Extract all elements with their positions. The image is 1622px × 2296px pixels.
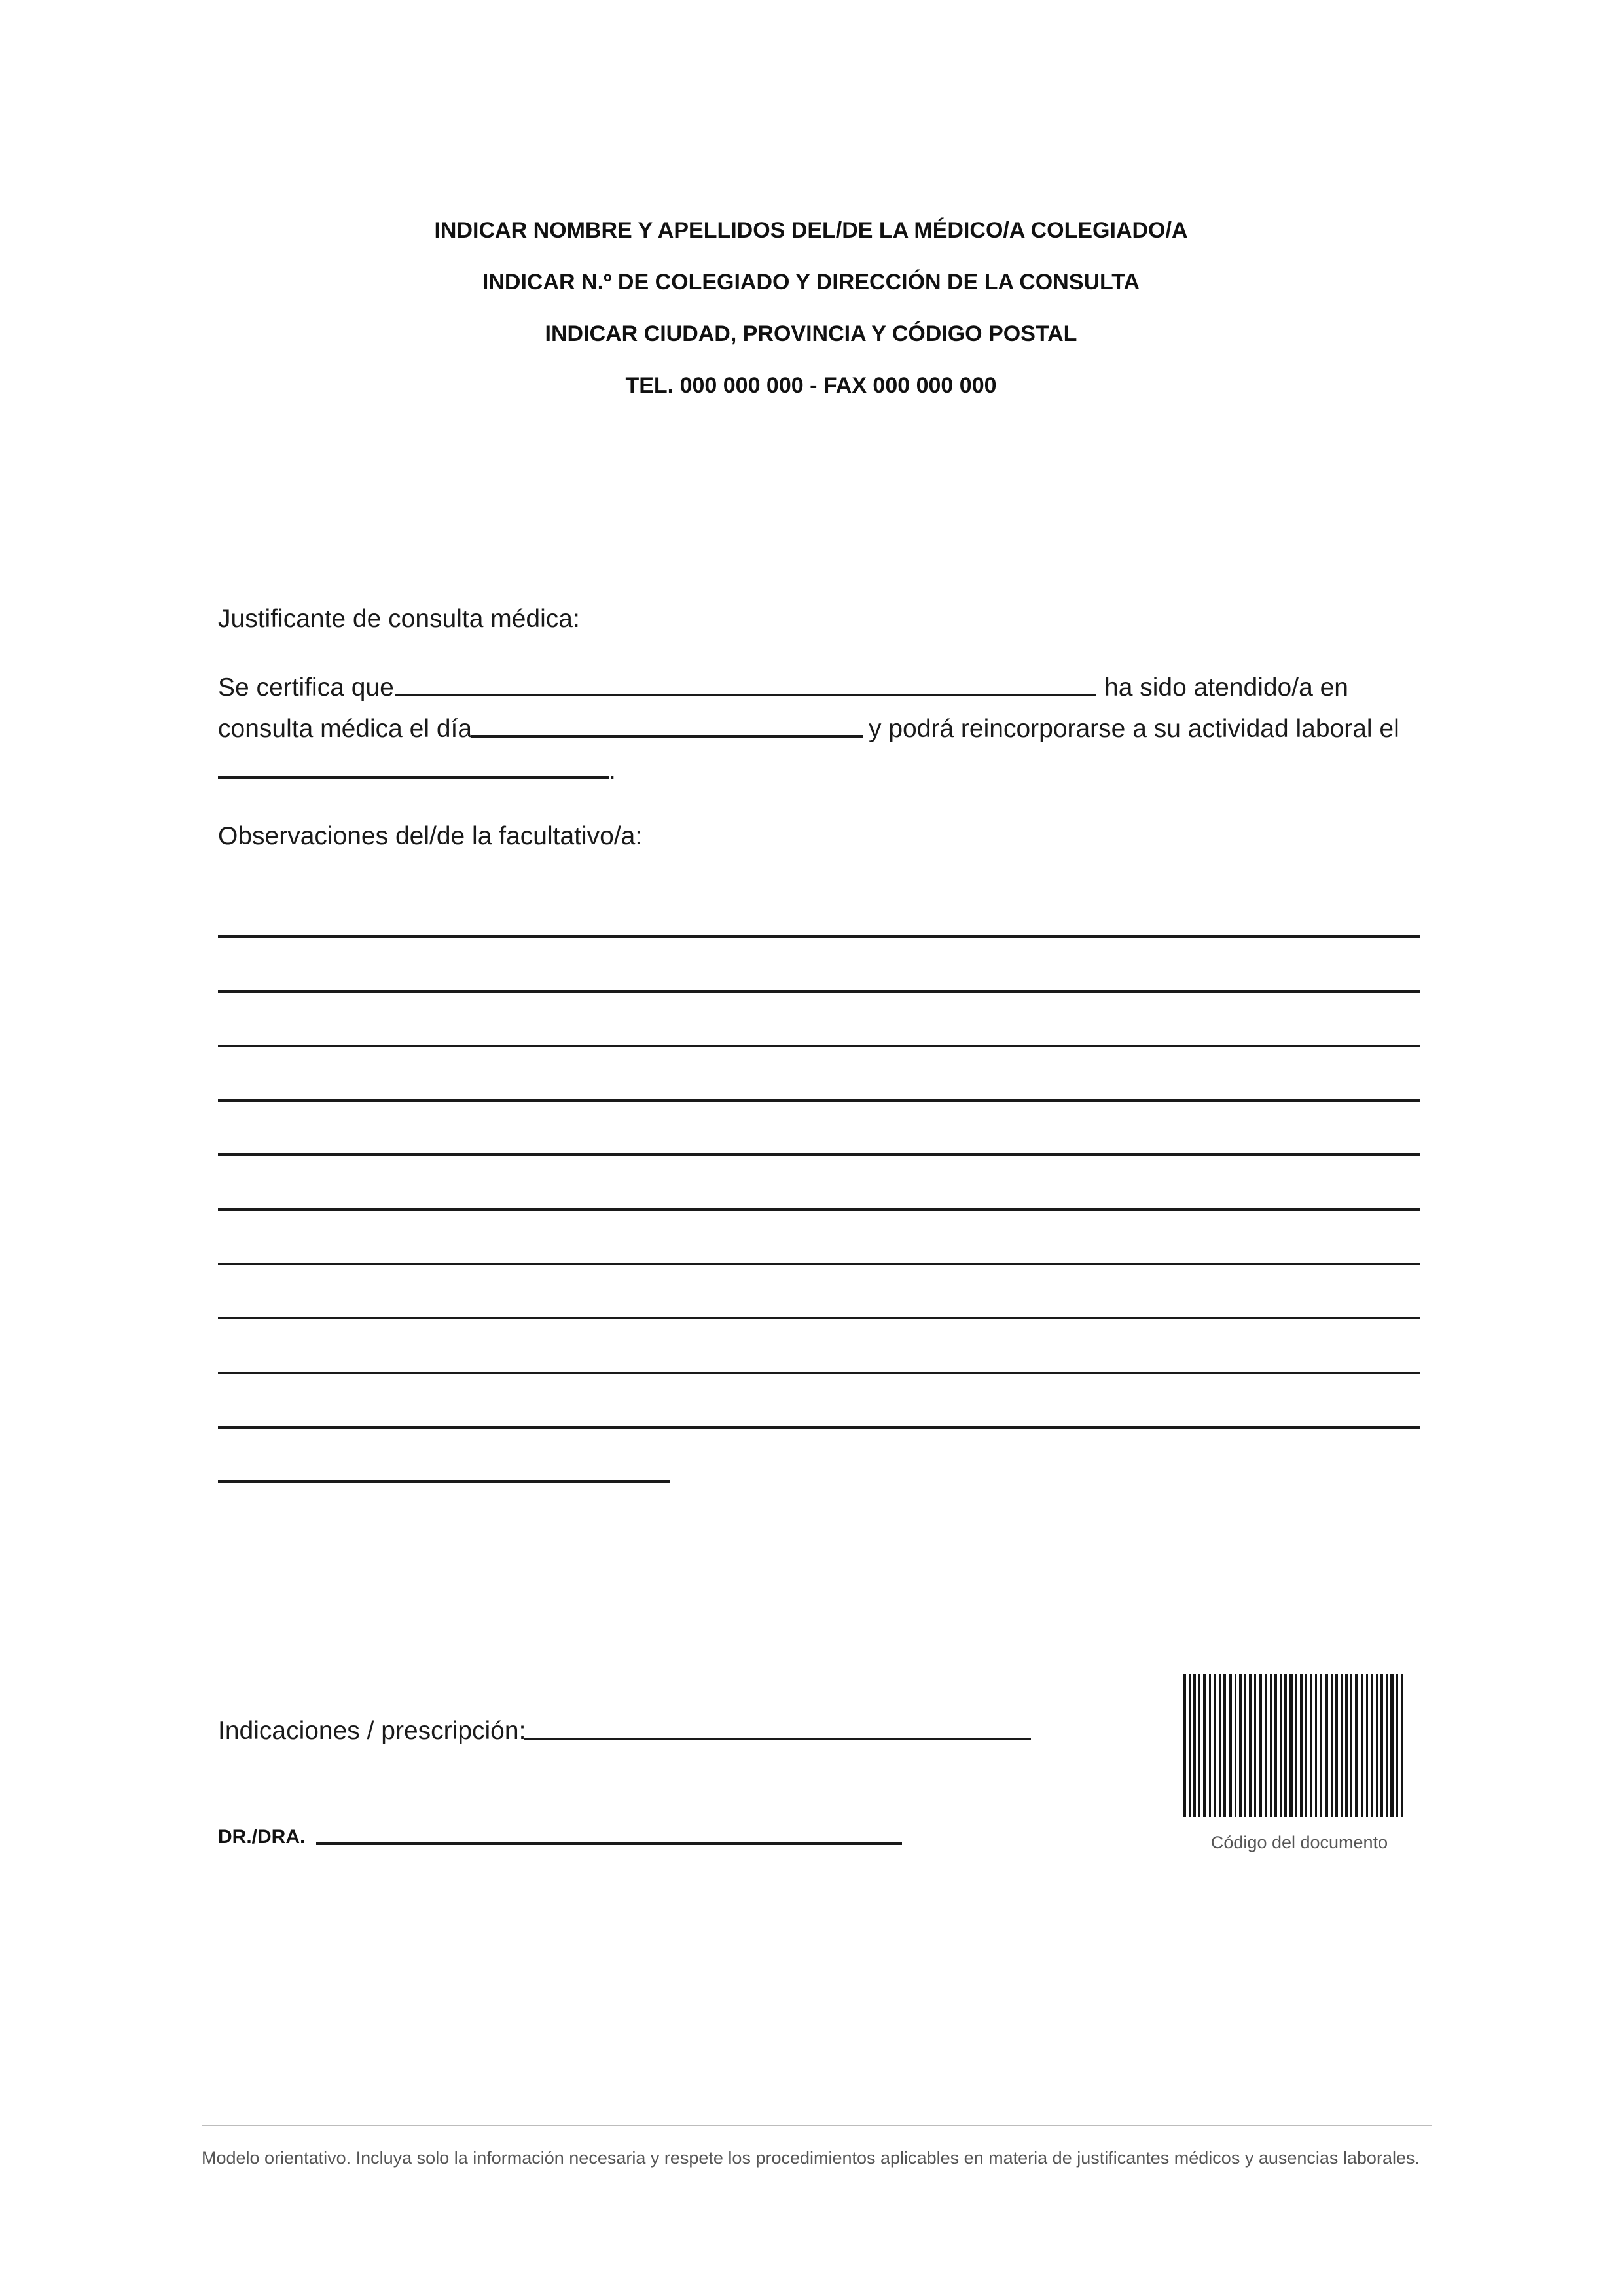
- barcode-bar: [1265, 1674, 1267, 1817]
- sentence-period: .: [609, 757, 616, 785]
- barcode-bar: [1305, 1674, 1307, 1817]
- barcode-bar: [1345, 1674, 1348, 1817]
- prescription-label: Indicaciones / prescripción:: [218, 1717, 526, 1745]
- barcode-bar: [1229, 1674, 1232, 1817]
- barcode-bar: [1300, 1674, 1303, 1817]
- footer-divider: [202, 2125, 1432, 2126]
- doctor-signature-label: DR./DRA.: [218, 1826, 306, 1848]
- observation-line[interactable]: [218, 1372, 1420, 1374]
- document-barcode: [1183, 1674, 1415, 1817]
- barcode-bar: [1331, 1674, 1333, 1817]
- barcode-bar: [1259, 1674, 1262, 1817]
- observation-line[interactable]: [218, 990, 1420, 993]
- certificate-title: Justificante de consulta médica:: [218, 605, 580, 633]
- barcode-bar: [1380, 1674, 1383, 1817]
- certify-prefix-text: Se certifica que: [218, 673, 394, 702]
- barcode-bar: [1341, 1674, 1343, 1817]
- observation-line[interactable]: [218, 1317, 1420, 1319]
- barcode-bar: [1390, 1674, 1394, 1817]
- footer-disclaimer: Modelo orientativo. Incluya solo la información necesaria y respete los procedimientos aplicables en materia de justificantes médicos y ausencias laborales.: [202, 2148, 1420, 2168]
- barcode-bar: [1310, 1674, 1312, 1817]
- barcode-bar: [1284, 1674, 1287, 1817]
- return-to-work-text: y podrá reincorporarse a su actividad laboral el: [869, 715, 1399, 743]
- barcode-bar: [1198, 1674, 1200, 1817]
- barcode-bar: [1396, 1674, 1398, 1817]
- barcode-bar: [1325, 1674, 1328, 1817]
- barcode-bar: [1371, 1674, 1373, 1817]
- barcode-bar: [1235, 1674, 1236, 1817]
- consult-day-text: consulta médica el día: [218, 715, 473, 743]
- barcode-bar: [1223, 1674, 1226, 1817]
- city-province-placeholder: INDICAR CIUDAD, PROVINCIA Y CÓDIGO POSTAL: [545, 321, 1077, 346]
- barcode-bar: [1355, 1674, 1358, 1817]
- barcode-bar: [1280, 1674, 1282, 1817]
- barcode-bar: [1270, 1674, 1272, 1817]
- barcode-bar: [1193, 1674, 1196, 1817]
- barcode-bar: [1366, 1674, 1368, 1817]
- barcode-bar: [1203, 1674, 1206, 1817]
- barcode-bar: [1214, 1674, 1216, 1817]
- barcode-bar: [1401, 1674, 1403, 1817]
- barcode-bar: [1254, 1674, 1256, 1817]
- patient-name-blank[interactable]: [395, 694, 1096, 696]
- barcode-bar: [1274, 1674, 1277, 1817]
- observation-line[interactable]: [218, 1045, 1420, 1047]
- observation-line[interactable]: [218, 1153, 1420, 1156]
- barcode-bar: [1289, 1674, 1293, 1817]
- barcode-bar: [1335, 1674, 1338, 1817]
- observation-line[interactable]: [218, 1099, 1420, 1102]
- phone-fax-placeholder: TEL. 000 000 000 - FAX 000 000 000: [625, 373, 997, 398]
- barcode-bar: [1183, 1674, 1186, 1817]
- consult-date-blank[interactable]: [471, 735, 863, 738]
- attended-text: ha sido atendido/a en: [1104, 673, 1348, 702]
- doctor-name-placeholder: INDICAR NOMBRE Y APELLIDOS DEL/DE LA MÉDICO/A COLEGIADO/A: [434, 218, 1188, 243]
- barcode-bar: [1209, 1674, 1211, 1817]
- return-date-blank[interactable]: [218, 776, 609, 779]
- barcode-caption: Código del documento: [1210, 1833, 1388, 1852]
- doctor-signature-blank[interactable]: [316, 1842, 902, 1845]
- prescription-blank[interactable]: [524, 1738, 1031, 1740]
- barcode-bar: [1239, 1674, 1242, 1817]
- observation-line[interactable]: [218, 1263, 1420, 1265]
- observation-line[interactable]: [218, 1208, 1420, 1211]
- license-address-placeholder: INDICAR N.º DE COLEGIADO Y DIRECCIÓN DE LA CONSULTA: [482, 270, 1140, 295]
- barcode-bar: [1320, 1674, 1322, 1817]
- barcode-bar: [1315, 1674, 1317, 1817]
- barcode-bar: [1361, 1674, 1363, 1817]
- barcode-bar: [1350, 1674, 1352, 1817]
- barcode-bar: [1376, 1674, 1378, 1817]
- observations-label: Observaciones del/de la facultativo/a:: [218, 822, 643, 850]
- barcode-bar: [1189, 1674, 1191, 1817]
- observation-line-short[interactable]: [218, 1480, 670, 1483]
- barcode-bar: [1249, 1674, 1252, 1817]
- observation-line[interactable]: [218, 935, 1420, 938]
- barcode-bar: [1295, 1674, 1297, 1817]
- barcode-bar: [1244, 1674, 1246, 1817]
- barcode-bar: [1219, 1674, 1221, 1817]
- observation-line[interactable]: [218, 1426, 1420, 1429]
- barcode-bar: [1386, 1674, 1388, 1817]
